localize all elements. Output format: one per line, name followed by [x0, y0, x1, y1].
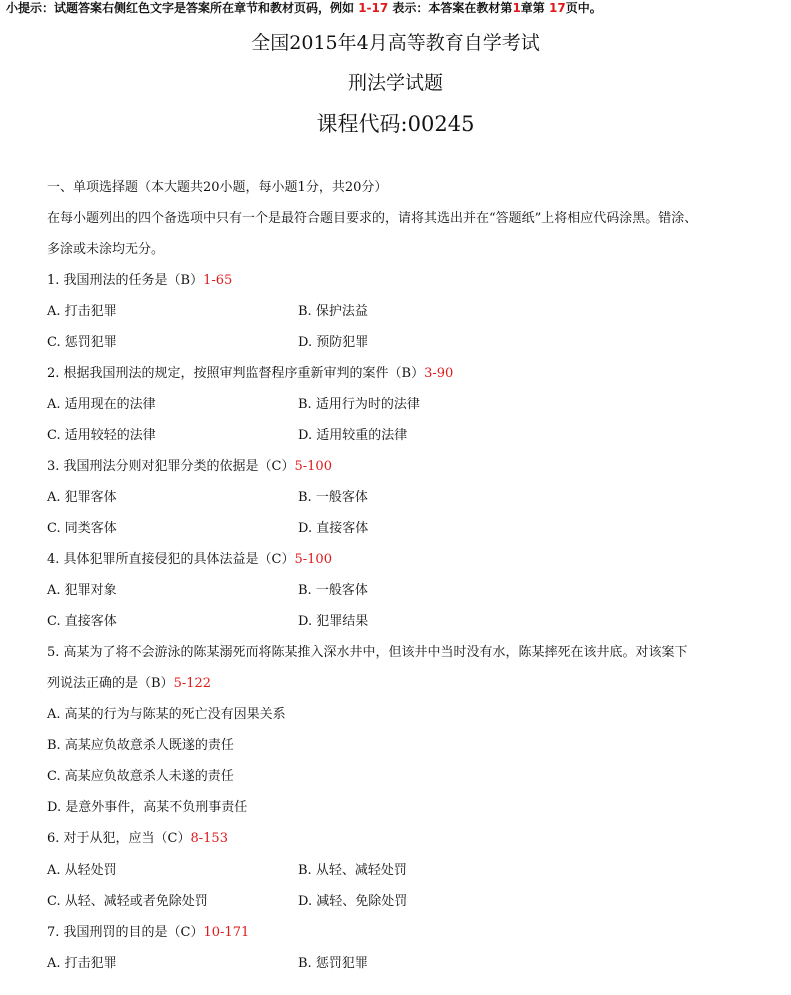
hint-prefix: 小提示：试题答案右侧红色文字是答案所在章节和教材页码，例如 [6, 1, 355, 15]
option-a: A. 打击犯罪 [47, 304, 117, 319]
hint-banner [6, 0, 786, 16]
hint-chapter-suffix: 章第 [520, 1, 545, 15]
question-stem-line-1: 5. 高某为了将不会游泳的陈某溺死而将陈某推入深水井中，但该井中当时没有水，陈某摔死在该井底。对该案下 [47, 645, 688, 660]
hint-suffix: 页中。 [565, 1, 602, 15]
option-a: A. 打击犯罪 [47, 956, 117, 971]
exam-title: 全国2015年4月高等教育自学考试 [251, 32, 540, 54]
option-d: D. 直接客体 [298, 521, 369, 536]
option-b: B. 适用行为时的法律 [298, 397, 420, 412]
stem-text: 2. 根据我国刑法的规定，按照审判监督程序重新审判的案件（B） [47, 366, 425, 381]
option-b: B. 惩罚犯罪 [298, 956, 368, 971]
option-a: A. 适用现在的法律 [47, 397, 156, 412]
hint-chapter: 1 [512, 1, 521, 15]
option-d: D. 减轻、免除处罚 [298, 894, 408, 909]
option-b: B. 保护法益 [298, 304, 368, 319]
option-a: A. 高某的行为与陈某的死亡没有因果关系 [47, 707, 286, 722]
option-c: C. 适用较轻的法律 [47, 428, 156, 443]
answer-reference: 8-153 [190, 831, 228, 846]
instruction-line-2: 多涂或未涂均无分。 [47, 242, 165, 257]
stem-text: 4. 具体犯罪所直接侵犯的具体法益是（C） [47, 552, 295, 567]
question-stem [47, 829, 228, 849]
option-c: C. 惩罚犯罪 [47, 335, 117, 350]
instruction-line-1: 在每小题列出的四个备选项中只有一个是最符合题目要求的，请将其选出并在“答题纸”上将相应代码涂黑。错涂、 [47, 211, 698, 226]
stem-text: 列说法正确的是（B） [47, 676, 174, 691]
stem-text: 7. 我国刑罚的目的是（C） [47, 925, 204, 940]
option-d: D. 预防犯罪 [298, 335, 369, 350]
question-stem [47, 271, 232, 291]
option-b: B. 一般客体 [298, 490, 368, 505]
option-b: B. 高某应负故意杀人既遂的责任 [47, 738, 234, 753]
option-a: A. 犯罪客体 [47, 490, 117, 505]
hint-middle: 表示：本答案在教材第 [392, 1, 513, 15]
answer-reference: 5-100 [294, 552, 332, 567]
option-a: A. 犯罪对象 [47, 583, 117, 598]
option-d: D. 是意外事件，高某不负刑事责任 [47, 800, 248, 815]
stem-text: 3. 我国刑法分则对犯罪分类的依据是（C） [47, 459, 295, 474]
question-stem [47, 923, 249, 943]
subject-title: 刑法学试题 [347, 72, 443, 94]
question-stem [47, 364, 453, 384]
answer-reference: 5-122 [173, 676, 212, 691]
course-code: 课程代码:00245 [316, 112, 475, 136]
option-c: C. 从轻、减轻或者免除处罚 [47, 894, 208, 909]
option-c: C. 高某应负故意杀人未遂的责任 [47, 769, 234, 784]
answer-reference: 1-65 [203, 273, 233, 288]
stem-text: 1. 我国刑法的任务是（B） [47, 273, 204, 288]
option-b: B. 从轻、减轻处罚 [298, 863, 407, 878]
section-heading: 一、单项选择题（本大题共20小题，每小题1分，共20分） [47, 180, 388, 195]
hint-example: 1-17 [358, 1, 389, 15]
option-d: D. 适用较重的法律 [298, 428, 408, 443]
stem-text: 6. 对于从犯，应当（C） [47, 831, 191, 846]
option-a: A. 从轻处罚 [47, 863, 117, 878]
hint-page: 17 [549, 1, 566, 15]
option-b: B. 一般客体 [298, 583, 368, 598]
option-c: C. 同类客体 [47, 521, 117, 536]
answer-reference: 5-100 [294, 459, 332, 474]
question-stem [47, 550, 332, 570]
question-stem [47, 457, 332, 477]
answer-reference: 10-171 [203, 925, 250, 940]
option-c: C. 直接客体 [47, 614, 117, 629]
option-d: D. 犯罪结果 [298, 614, 369, 629]
question-stem-line-2 [47, 674, 211, 694]
answer-reference: 3-90 [424, 366, 454, 381]
